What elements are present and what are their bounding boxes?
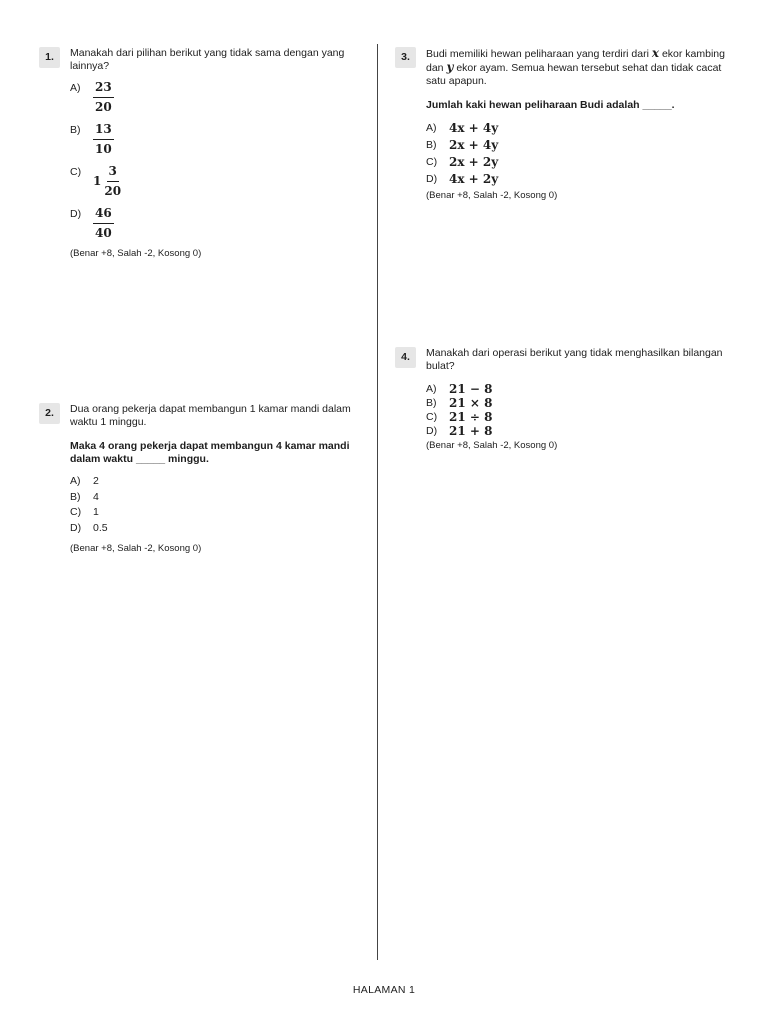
fraction [93, 81, 114, 114]
option-expression: 21 ÷ 8 [449, 409, 493, 424]
option-c[interactable] [70, 165, 359, 198]
option-c[interactable] [70, 505, 359, 521]
question-prompt: Jumlah kaki hewan peliharaan Budi adalah _____. [426, 99, 675, 111]
stem-text: Budi memiliki hewan peliharaan yang terdiri dari [426, 48, 652, 60]
numerator: 46 [93, 207, 114, 224]
option-a[interactable] [426, 382, 725, 396]
variable-x: x [651, 46, 660, 60]
fraction [93, 123, 114, 156]
option-d[interactable] [426, 424, 725, 438]
option-expression: 2x + 4y [449, 138, 499, 152]
question-stem: Manakah dari operasi berikut yang tidak menghasilkan bilangan bulat? [426, 347, 723, 372]
option-label: D) [426, 424, 438, 437]
denominator: 20 [95, 100, 112, 114]
option-expression: 4x + 2y [449, 172, 499, 186]
question-prompt: Maka 4 orang pekerja dapat membangun 4 kamar mandi dalam waktu _____ minggu. [70, 440, 350, 465]
score-info: (Benar +8, Salah -2, Kosong 0) [426, 190, 558, 201]
question-stem: Dua orang pekerja dapat membangun 1 kamar mandi dalam waktu 1 minggu. [70, 403, 351, 428]
option-label: C) [426, 156, 438, 168]
option-label: D) [70, 521, 82, 534]
option-expression: 2x + 2y [449, 155, 499, 169]
option-label: C) [426, 410, 438, 423]
score-info: (Benar +8, Salah -2, Kosong 0) [70, 543, 202, 554]
option-list [426, 382, 725, 438]
option-label: A) [426, 122, 437, 134]
option-d[interactable] [70, 207, 359, 240]
option-text: 4 [93, 490, 99, 503]
denominator: 40 [95, 226, 112, 240]
option-d[interactable] [70, 521, 359, 537]
fraction [102, 165, 123, 198]
page-footer: HALAMAN 1 [352, 984, 416, 996]
option-expression: 21 + 8 [449, 423, 493, 438]
option-label: B) [70, 490, 81, 503]
option-label: D) [426, 173, 438, 185]
option-list [426, 120, 725, 188]
option-text: 2 [93, 475, 99, 488]
option-a[interactable] [70, 81, 359, 114]
option-expression: 21 − 8 [449, 381, 493, 396]
question-2 [39, 403, 359, 555]
fraction [93, 207, 114, 240]
option-c[interactable] [426, 154, 725, 171]
option-b[interactable] [426, 137, 725, 154]
option-b[interactable] [70, 490, 359, 506]
score-info: (Benar +8, Salah -2, Kosong 0) [426, 440, 558, 451]
option-a[interactable] [426, 120, 725, 137]
whole-part: 1 [93, 174, 102, 188]
option-list [70, 81, 359, 240]
numerator: 13 [93, 123, 114, 140]
question-1 [39, 47, 359, 260]
option-list [70, 474, 359, 536]
stem-text: ekor ayam. Semua hewan tersebut sehat dan tidak cacat satu apapun. [426, 62, 722, 87]
variable-y: y [446, 60, 454, 74]
option-label: A) [70, 475, 81, 488]
option-b[interactable] [70, 123, 359, 156]
question-number: 3. [395, 47, 416, 68]
question-4 [395, 347, 725, 452]
option-expression: 4x + 4y [449, 121, 499, 135]
option-a[interactable] [70, 474, 359, 490]
mixed-number [93, 165, 123, 198]
option-d[interactable] [426, 171, 725, 188]
option-b[interactable] [426, 396, 725, 410]
option-label: B) [70, 124, 81, 136]
stem-text: ekor kambing dan [426, 48, 725, 74]
question-stem: Manakah dari pilihan berikut yang tidak sama dengan yang lainnya? [70, 47, 345, 72]
option-label: A) [70, 82, 81, 94]
option-label: C) [70, 166, 82, 178]
option-c[interactable] [426, 410, 725, 424]
option-text: 1 [93, 506, 99, 519]
numerator: 23 [93, 81, 114, 98]
question-number: 1. [39, 47, 60, 68]
option-label: A) [426, 382, 437, 395]
question-number: 2. [39, 403, 60, 424]
option-label: B) [426, 139, 437, 151]
option-expression: 21 × 8 [449, 395, 493, 410]
option-label: D) [70, 208, 82, 220]
numerator: 3 [107, 165, 119, 182]
score-info: (Benar +8, Salah -2, Kosong 0) [70, 248, 202, 259]
denominator: 10 [95, 142, 112, 156]
column-divider [377, 44, 378, 960]
question-3 [395, 47, 725, 202]
option-text: 0.5 [93, 521, 108, 534]
question-number: 4. [395, 347, 416, 368]
denominator: 20 [104, 184, 122, 198]
option-label: C) [70, 506, 82, 519]
option-label: B) [426, 396, 437, 409]
question-stem [426, 47, 725, 88]
